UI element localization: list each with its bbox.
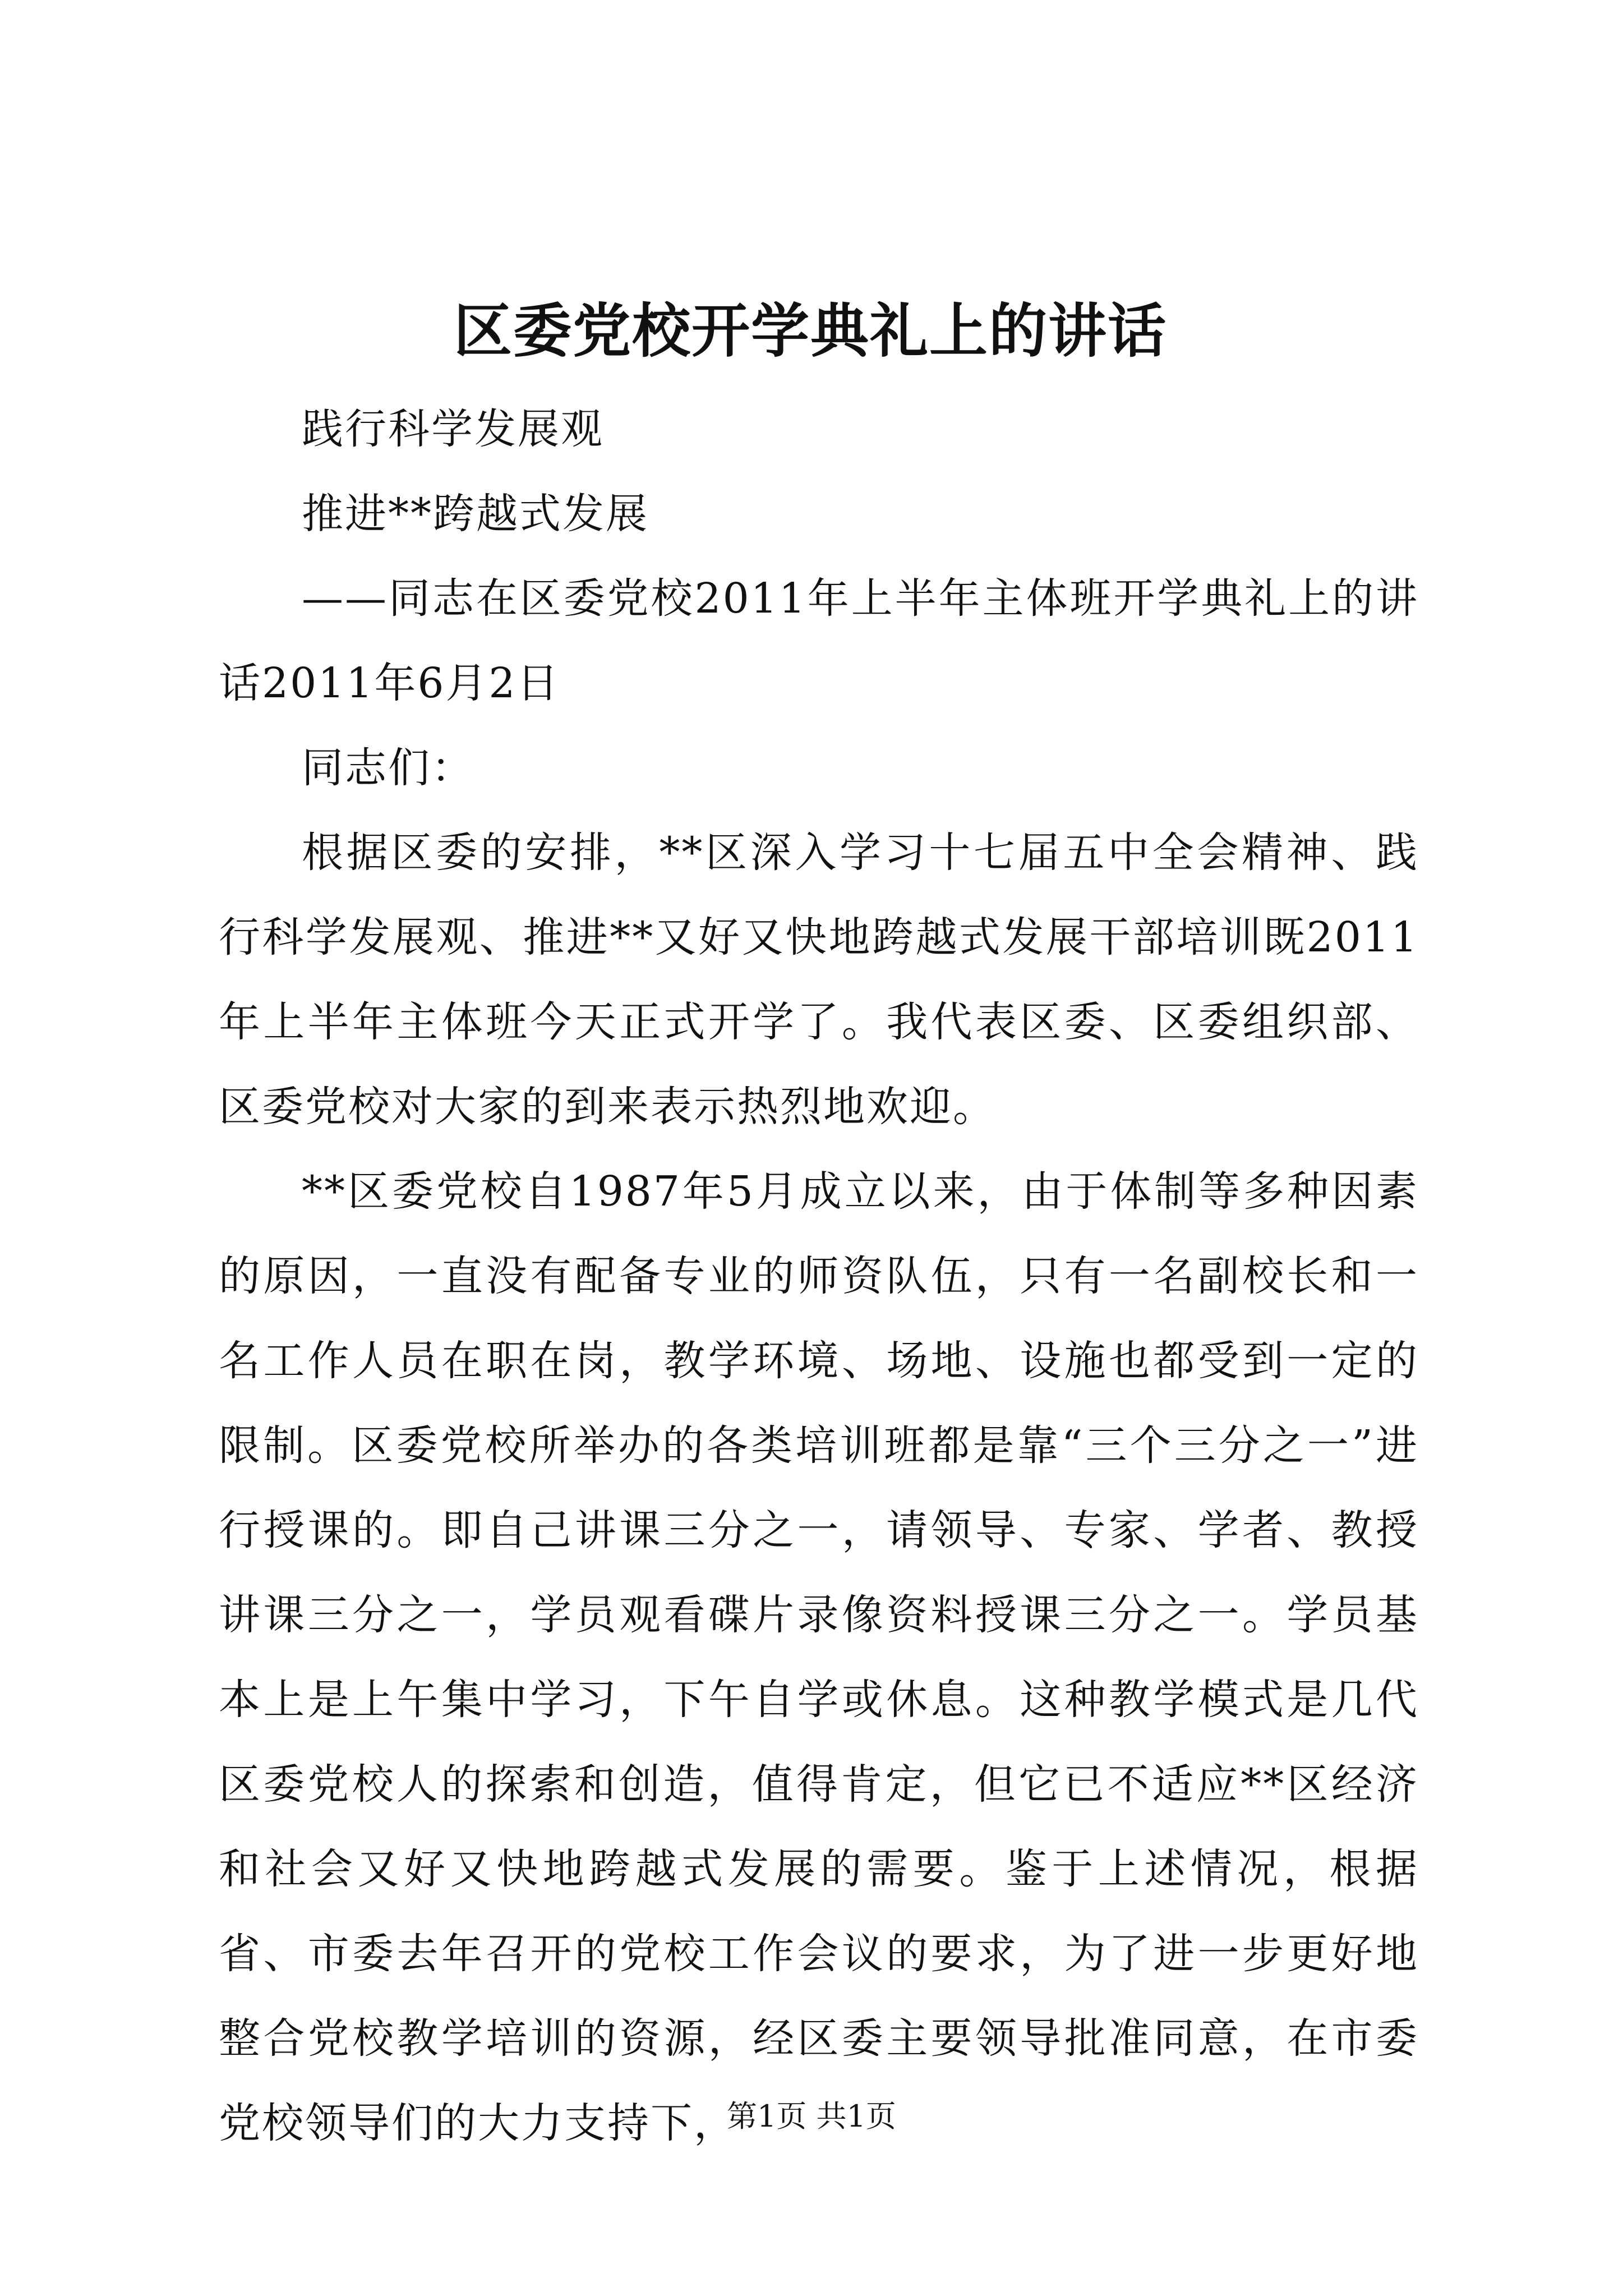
paragraph-welcome: 根据区委的安排，**区深入学习十七届五中全会精神、践行科学发展观、推进**又好又快地跨越式发展干部培训既2011年上半年主体班今天正式开学了。我代表区委、区委组织部、区委党校对大家的到来表示热烈地欢迎。: [219, 829, 1419, 1131]
paragraph-salutation: 同志们：: [302, 744, 474, 792]
paragraph-subtitle-1: 践行科学发展观: [302, 405, 604, 453]
document-body: [219, 387, 1419, 2166]
paragraph-school-history: **区委党校自1987年5月成立以来，由于体制等多种因素的原因，一直没有配备专业的师资队伍，只有一名副校长和一名工作人员在职在岗，教学环境、场地、设施也都受到一定的限制。区委党校所举办的各类培训班都是靠“三个三分之一”进行授课的。即自己讲课三分之一，请领导、专家、学者、教授讲课三分之一，学员观看碟片录像资料授课三分之一。学员基本上是上午集中学习，下午自学或休息。这种教学模式是几代区委党校人的探索和创造，值得肯定，但它已不适应**区经济和社会又好又快地跨越式发展的需要。鉴于上述情况，根据省、市委去年召开的党校工作会议的要求，为了进一步更好地整合党校教学培训的资源，经区委主要领导批准同意，在市委党校领导们的大力支持下，: [219, 1167, 1419, 2147]
paragraph-speaker-line: ——同志在区委党校2011年上半年主体班开学典礼上的讲话2011年6月2日: [219, 574, 1419, 707]
paragraph-subtitle-2: 推进**跨越式发展: [302, 490, 649, 538]
document-title: 区委党校开学典礼上的讲话: [453, 296, 1167, 365]
page-footer: 第1页 共1页: [727, 2099, 896, 2134]
